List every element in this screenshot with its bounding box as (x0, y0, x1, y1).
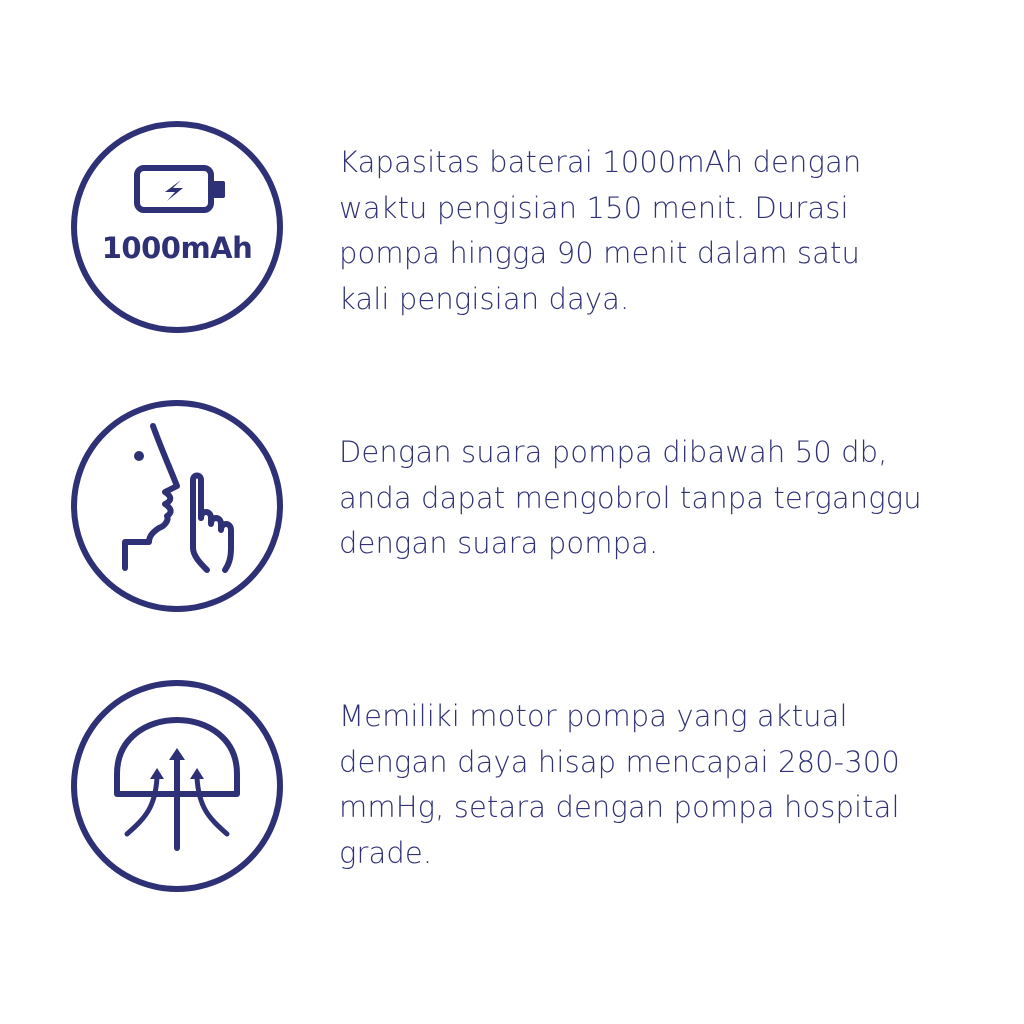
feature-description (339, 430, 1019, 567)
description-line: anda dapat mengobrol tanpa terganggu (339, 480, 922, 515)
description-line: Dengan suara pompa dibawah 50 db, (339, 435, 888, 469)
description-line: pompa hingga 90 menit dalam satu (339, 236, 860, 270)
description-line: mmHg, setara dengan pompa hospital (339, 790, 900, 824)
feature-description (339, 140, 1019, 322)
description-line: kali pengisian daya. (339, 281, 630, 316)
description-line: dengan suara pompa. (339, 526, 659, 560)
description-line: Memiliki motor pompa yang aktual (339, 699, 848, 733)
quiet-gesture-icon (69, 398, 285, 614)
description-line: waktu pengisian 150 menit. Durasi (339, 190, 849, 225)
suction-power-icon (69, 678, 285, 894)
battery-capacity-label: 1000mAh (101, 231, 253, 265)
description-line: Kapasitas baterai 1000mAh dengan (339, 145, 862, 179)
battery-icon (69, 119, 285, 335)
feature-description (339, 694, 1019, 876)
description-line: dengan daya hisap mencapai 280-300 (339, 744, 900, 779)
description-line: grade. (339, 835, 433, 870)
